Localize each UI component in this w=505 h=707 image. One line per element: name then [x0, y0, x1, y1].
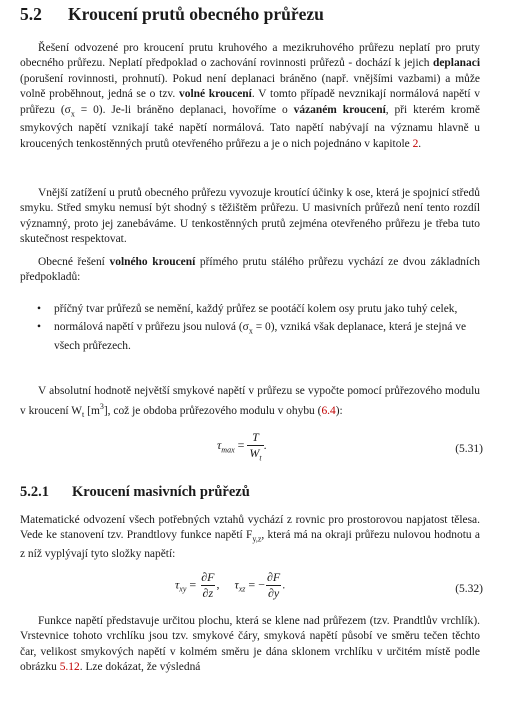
subscript: xz: [238, 584, 246, 594]
equation-number: (5.31): [455, 443, 483, 455]
denominator: ∂y: [267, 586, 280, 600]
equals-sign: =: [237, 437, 245, 452]
list-item-text: příčný tvar průřezů se nemění, každý průřez se pootáčí kolem osy prutu jako tuhý celek,: [54, 303, 458, 315]
symbol-tau: τ: [234, 577, 239, 592]
equation-reference-link[interactable]: 6.4: [321, 405, 336, 418]
subscript: t: [259, 453, 262, 463]
denominator: [247, 445, 263, 462]
assumption-list: [36, 302, 480, 358]
text-run: V absolutní hodnotě největší smykové napětí v průřezu se vypočte pomocí průřezového modulu v kroucení W: [20, 385, 480, 418]
numerator: ∂F: [201, 570, 215, 584]
text-run: .: [418, 137, 422, 150]
text-run: , která má na okraji průřezu nulovou hodnotu a z níž vyplývají tyto složky napětí:: [20, 529, 480, 561]
term-vazane-krouceni: vázaném kroucení: [293, 103, 386, 116]
numerator: T: [252, 430, 259, 444]
section-title: Kroucení prutů obecného průřezu: [68, 4, 324, 24]
equals-sign: =: [248, 577, 256, 592]
denominator: ∂z: [202, 586, 214, 600]
subsection-number: 5.2.1: [20, 484, 49, 500]
text-run: . Lze dokázat, že výsledná: [79, 661, 201, 674]
list-item: [36, 320, 480, 354]
list-item-text: = 0), vzniká však deplanace, která je stejná ve všech průřezech.: [54, 321, 467, 353]
numerator: ∂F: [266, 570, 281, 584]
text-run: = 0). Je-li bráněno deplanaci, hovoříme o: [74, 103, 294, 116]
fraction: [265, 570, 282, 601]
term-volne-krouceni: volné kroucení: [179, 88, 252, 101]
text-run: . V tomto případě nevznikají normálová napětí v průřezu (σ: [20, 88, 480, 116]
minus-sign: −: [258, 577, 265, 592]
paragraph-deplanation: [20, 41, 480, 152]
text-run: Obecné řešení: [38, 256, 110, 268]
equals-sign: =: [189, 577, 197, 592]
list-item-text: normálová napětí v průřezu jsou nulová (σ: [54, 321, 249, 334]
paragraph-prandtl-function: [20, 513, 480, 563]
subscript: max: [221, 445, 235, 455]
text-run: přímého prutu stálého průřezu vychází ze dvou základních předpokladů:: [20, 256, 480, 284]
text-run: , při kterém kromě smykových napětí vznikají také napětí normálová. Tato napětí nabývají na významu hlavně u kroucených tenkostěnných prutů otevřeného průřezu a je o nich pojednáno v kapitole: [20, 103, 480, 150]
subscript: x: [248, 326, 253, 336]
paragraph-assumptions-intro: [20, 255, 480, 286]
figure-reference-link[interactable]: 5.12: [59, 661, 80, 674]
equation-5-32: [0, 570, 505, 610]
subscript: xy: [179, 584, 187, 594]
text-run: ], což je obdoba průřezového modulu v ohybu (: [103, 405, 322, 418]
text-run: Funkce napětí představuje určitou plochu, která se klene nad průřezem (tzv. Prandtlův vrchlík). Vrstevnice tohoto vrchlíku jsou tzv. smykové čáry, smyková napětí působí ve směru tečen těchto čar, velikost smykových napětí v kolmém směru je dána sklonem vrchlíku v určitém místě podle obrázku: [20, 615, 480, 674]
fraction: [247, 430, 263, 462]
symbol-tau: τ: [217, 437, 222, 452]
bullet-icon: •: [37, 303, 42, 315]
subscript: y,z: [252, 534, 262, 544]
equation-body: [175, 570, 285, 601]
subscript: x: [70, 108, 75, 118]
symbol-w: W: [249, 446, 260, 460]
text-run: Matematické odvození všech potřebných vztahů vychází z rovnic pro prostorovou napjatost tělesa. Vede ke stanovení tzv. Prandtlovy funkce napětí F: [20, 514, 480, 542]
text-run: ):: [335, 405, 343, 418]
period: .: [263, 437, 267, 452]
paragraph-max-shear: [20, 384, 480, 423]
subsection-title: Kroucení masivních průřezů: [72, 484, 250, 500]
text-run: [m: [84, 405, 100, 418]
text-run: Řešení odvozené pro kroucení prutu kruhového a mezikruhového průřezu neplatí pro pruty obecného průřezu. Neplatí předpoklad o zachování rovinnosti průřezů - dochází k jejich: [20, 42, 480, 70]
comma: ,: [216, 577, 220, 592]
term-deplanace: deplanaci: [432, 57, 480, 70]
section-heading: [20, 4, 324, 25]
subscript: t: [82, 410, 85, 420]
symbol-tau: τ: [175, 577, 180, 592]
equation-body: [217, 430, 267, 462]
text-run: (porušení rovinnosti, prohnutí). Pokud není deplanaci bráněno (např. vnějšími vazbami) a může volně proběhnout, jedná se o tzv.: [20, 72, 480, 101]
equation-number: (5.32): [455, 583, 483, 595]
period: .: [282, 577, 286, 592]
equation-5-31: [0, 430, 505, 470]
term-volne-krouceni: volného kroucení: [109, 256, 196, 268]
paragraph-shear-center: Vnější zatížení u prutů obecného průřezu vyvozuje kroutící účinky k ose, která je spojnicí středů smyku. Střed smyku nemusí být shodný s těžištěm průřezu. U masivních průřezů není tento rozdíl významný, proto jej zanebáváme. U tenkostěnných prutů zejména otevřeného průřezu je třeba tuto skutečnost respektovat.: [20, 187, 480, 246]
bullet-icon: •: [37, 321, 42, 334]
subsection-heading: [20, 484, 250, 501]
fraction: [199, 570, 216, 601]
paragraph-stress-function: [20, 614, 480, 676]
chapter-reference-link[interactable]: 2: [412, 137, 419, 150]
section-number: 5.2: [20, 4, 42, 24]
list-item: [36, 302, 480, 317]
superscript: 3: [99, 402, 104, 412]
